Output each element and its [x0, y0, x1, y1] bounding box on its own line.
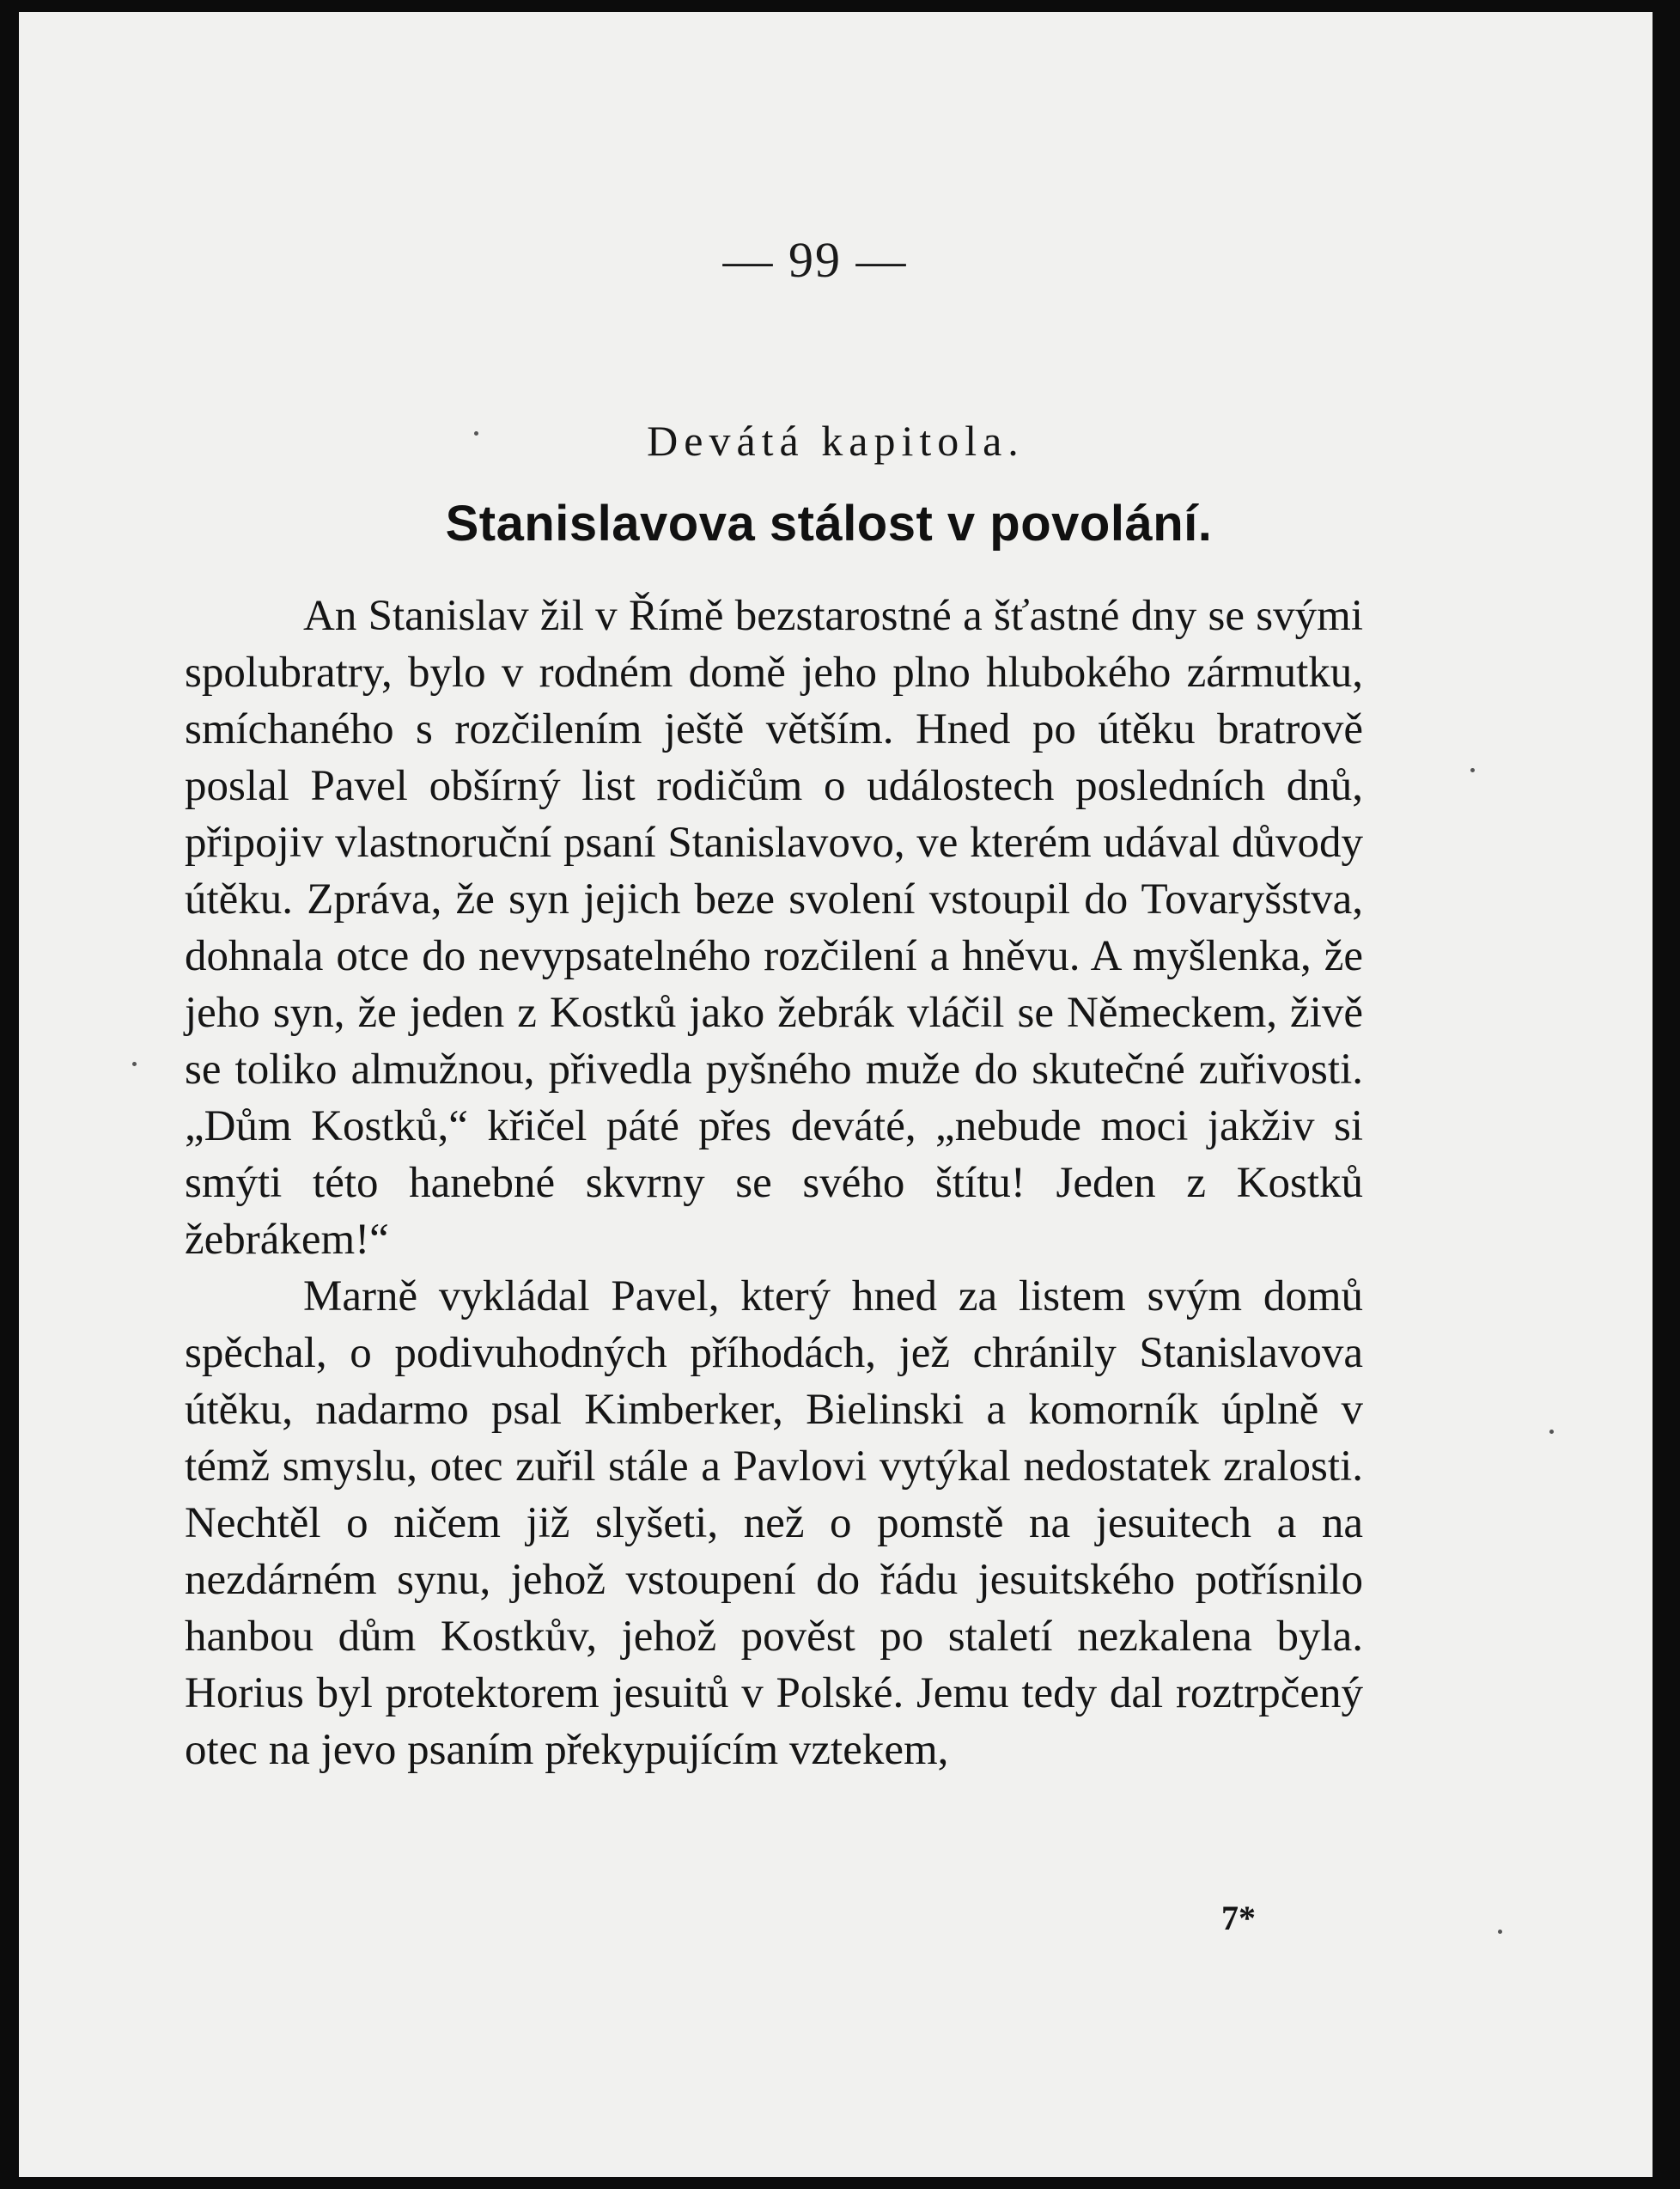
chapter-title: Stanislavova stálost v povolání.	[445, 496, 1213, 552]
page-number: — 99 —	[722, 232, 908, 288]
ink-speck	[132, 1062, 137, 1066]
paragraph-2: Marně vykládal Pavel, který hned za listem svým domů spěchal, o podivuhodných příhodách, jež chránily Stanislavova útěku, nadarmo psal Kimberker, Bielinski a komorník úplně v témž smyslu, otec zuřil stále a Pavlovi vytýkal nedostatek zralosti. Nechtěl o ničem již slyšeti, než o pomstě na jesuitech a na nezdárném synu, jehož vstoupení do řádu jesuitského potřísnilo hanbou dům Kostkův, jehož pověst po staletí nezkalena byla. Horius byl protektorem jesuitů v Polské. Jemu tedy dal roztrpčený otec na jevo psaním překypujícím vztekem,	[185, 1272, 1363, 1774]
ink-speck	[1470, 768, 1475, 772]
ink-speck	[1498, 1930, 1502, 1934]
printer-signature-mark: 7*	[1221, 1899, 1256, 1937]
body-text	[185, 588, 1363, 1778]
chapter-label: Devátá kapitola.	[647, 417, 1025, 465]
paragraph-1: An Stanislav žil v Římě bezstarostné a šťastné dny se svými spolubratry, bylo v rodném domě jeho plno hlubokého zármutku, smíchaného s rozčilením ještě větším. Hned po útěku bratrově poslal Pavel obšírný list rodičům o událostech posledních dnů, připojiv vlastnoruční psaní Stanislavovo, ve kterém udával důvody útěku. Zpráva, že syn jejich beze svolení vstoupil do Tovaryšstva, dohnala otce do nevypsatelného rozčilení a hněvu. A myšlenka, že jeho syn, že jeden z Kostků jako žebrák vláčil se Německem, živě se toliko almužnou, přivedla pyšného muže do skutečné zuřivosti. „Dům Kostků,“ křičel páté přes deváté, „nebude moci jakživ si smýti této hanebné skvrny se svého štítu! Jeden z Kostků žebrákem!“	[185, 592, 1363, 1264]
book-page	[19, 12, 1653, 2177]
ink-speck	[1549, 1430, 1554, 1434]
ink-speck	[474, 431, 478, 436]
